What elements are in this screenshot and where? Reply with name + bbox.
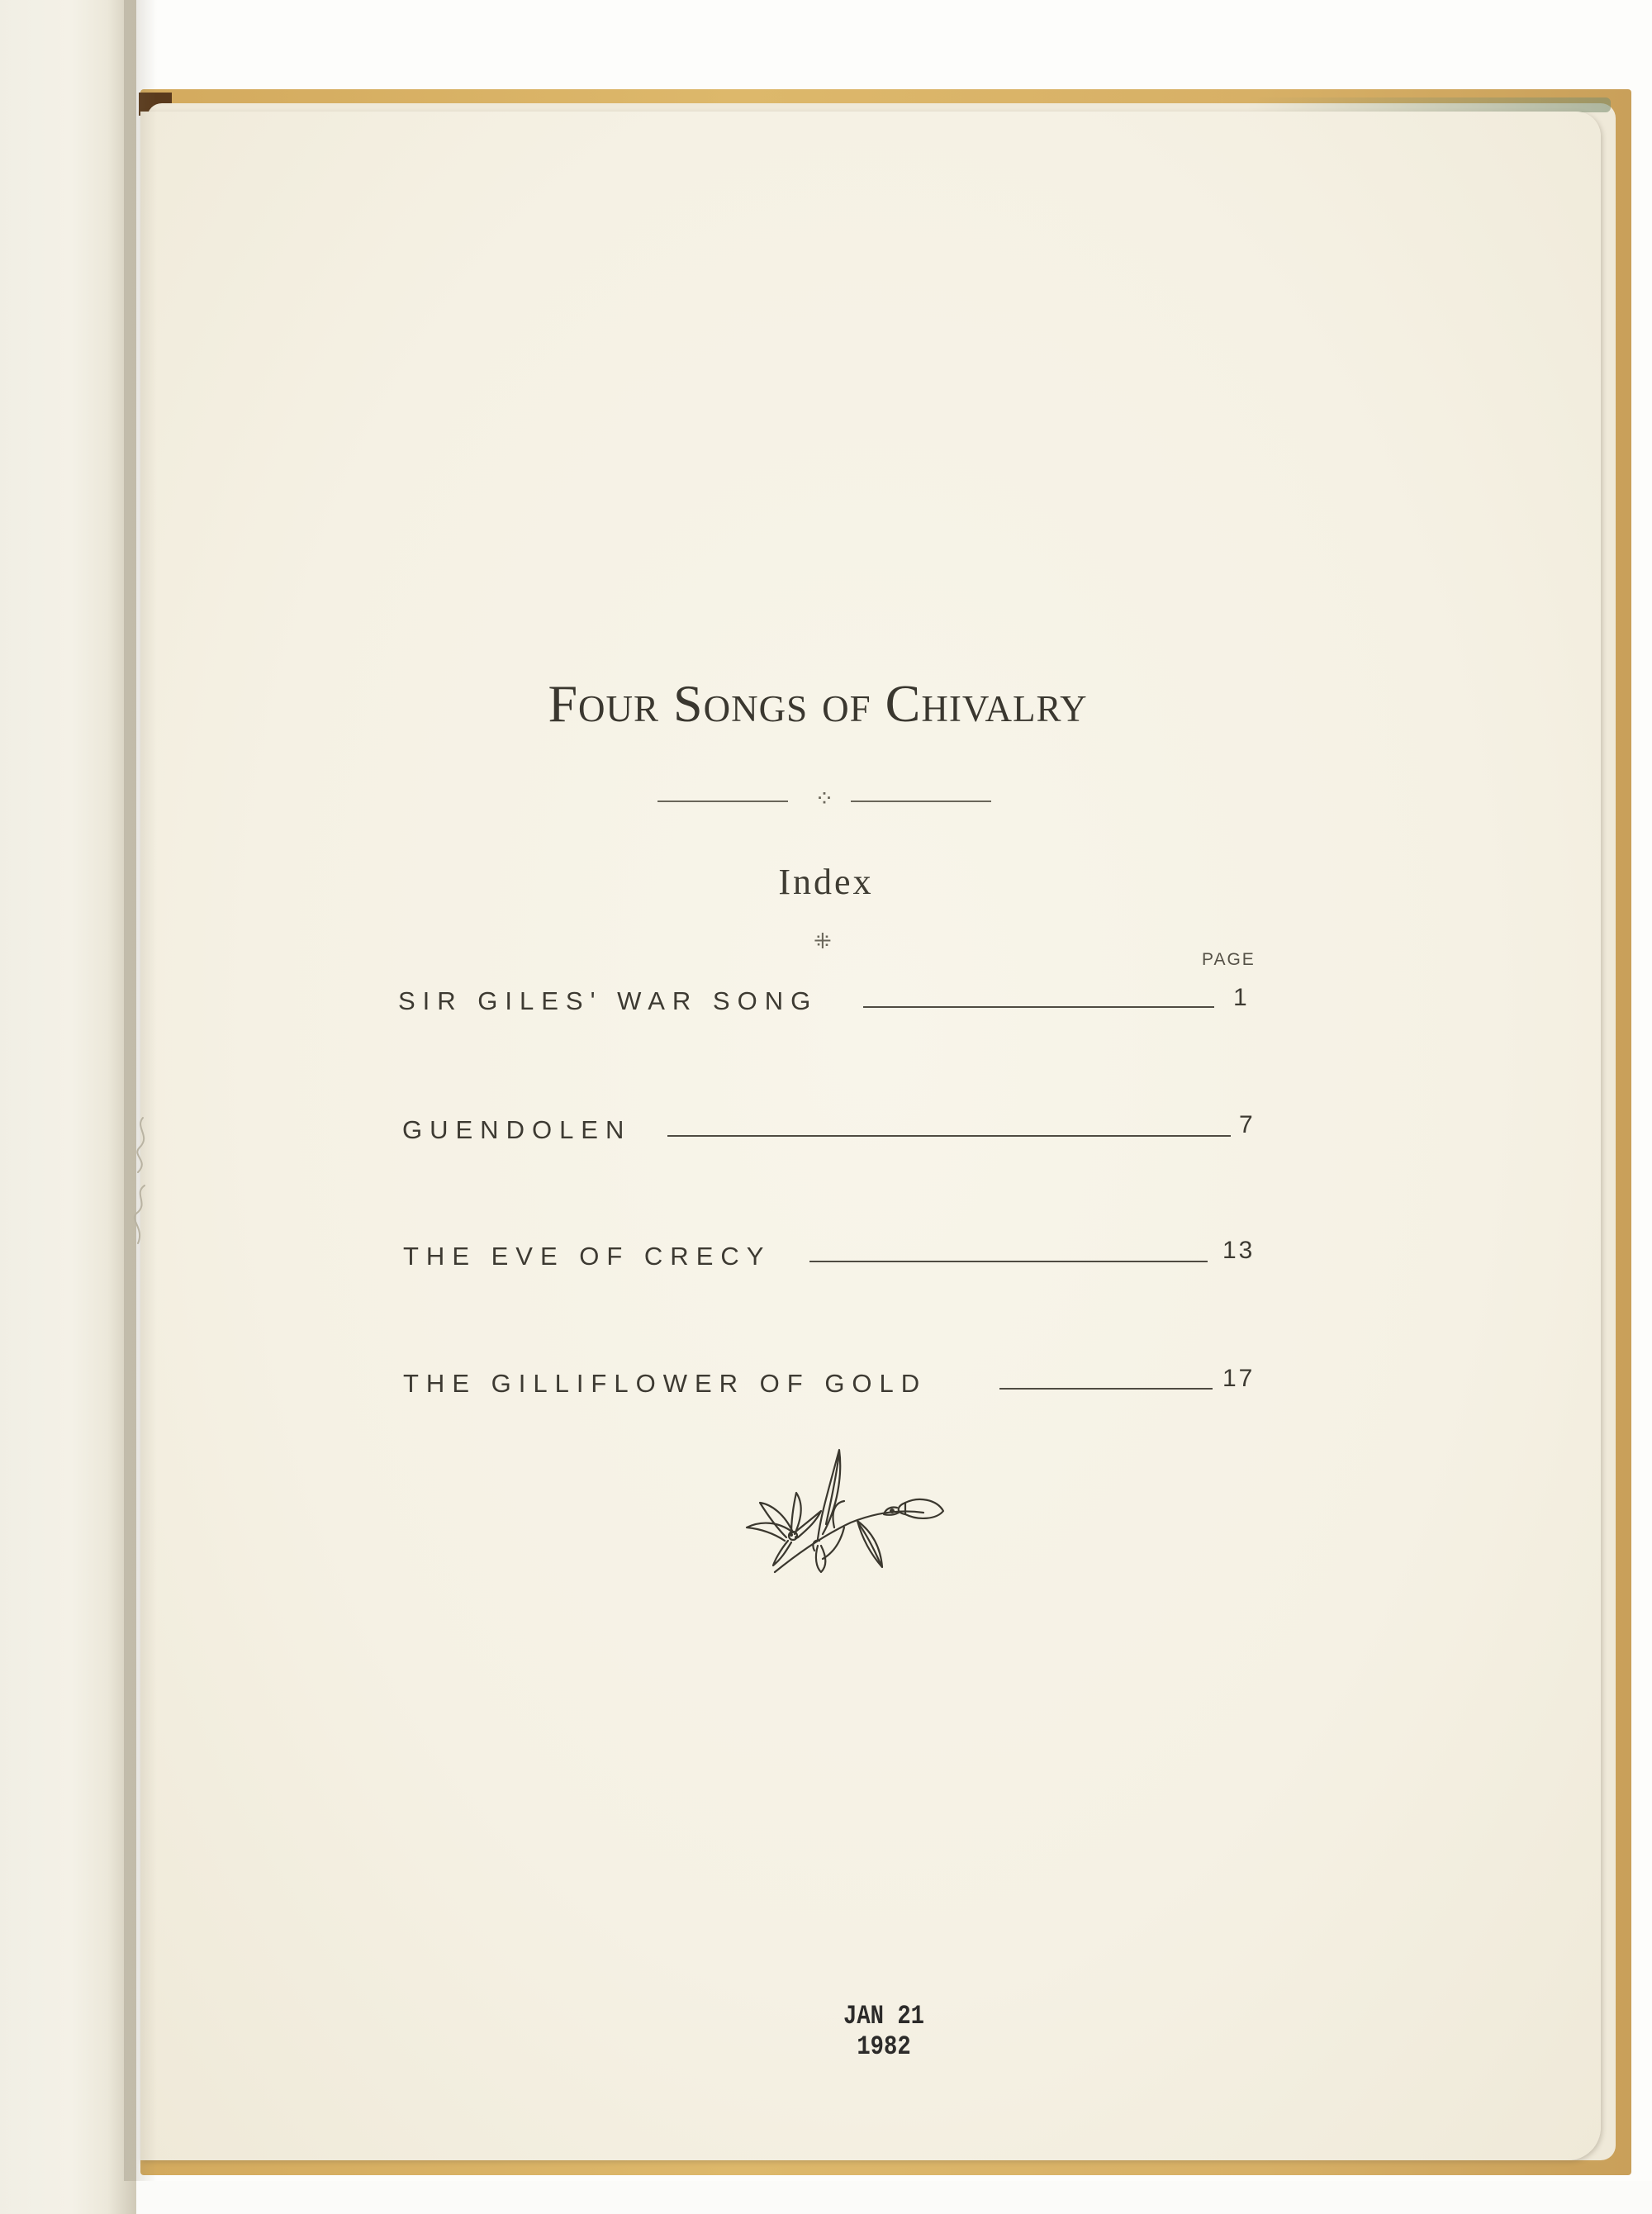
book-title: Four Songs of Chivalry [548,674,1088,733]
cover-edge-tint [1247,97,1611,112]
index-entry-title: SIR GILES' WAR SONG [398,986,819,1015]
facing-page [0,0,136,2214]
title-ornament: ⁘ [814,785,834,812]
title-rule-left [657,801,788,802]
index-entry-leader [809,1261,1208,1262]
index-entry-leader [999,1388,1213,1390]
index-ornament: ⁜ [814,929,832,954]
index-entry-leader [667,1135,1231,1137]
date-stamp: JAN 21 1982 [843,2001,924,2062]
pencil-marking [120,1111,161,1260]
gutter-shadow [124,0,157,2181]
floral-vignette-icon [735,1442,950,1586]
index-entry-page: 1 [1233,984,1250,1011]
index-entry-title: GUENDOLEN [402,1115,632,1144]
index-entry-page: 7 [1239,1111,1256,1138]
page-column-label: PAGE [1202,950,1256,969]
index-entry-page: 17 [1222,1365,1256,1392]
index-heading: Index [778,862,874,902]
index-entry-title: THE EVE OF CRECY [403,1242,771,1271]
index-entry-page: 13 [1222,1237,1256,1264]
index-entry-title: THE GILLIFLOWER OF GOLD [403,1369,928,1398]
index-entry-leader [863,1006,1214,1008]
title-rule-right [851,801,991,802]
